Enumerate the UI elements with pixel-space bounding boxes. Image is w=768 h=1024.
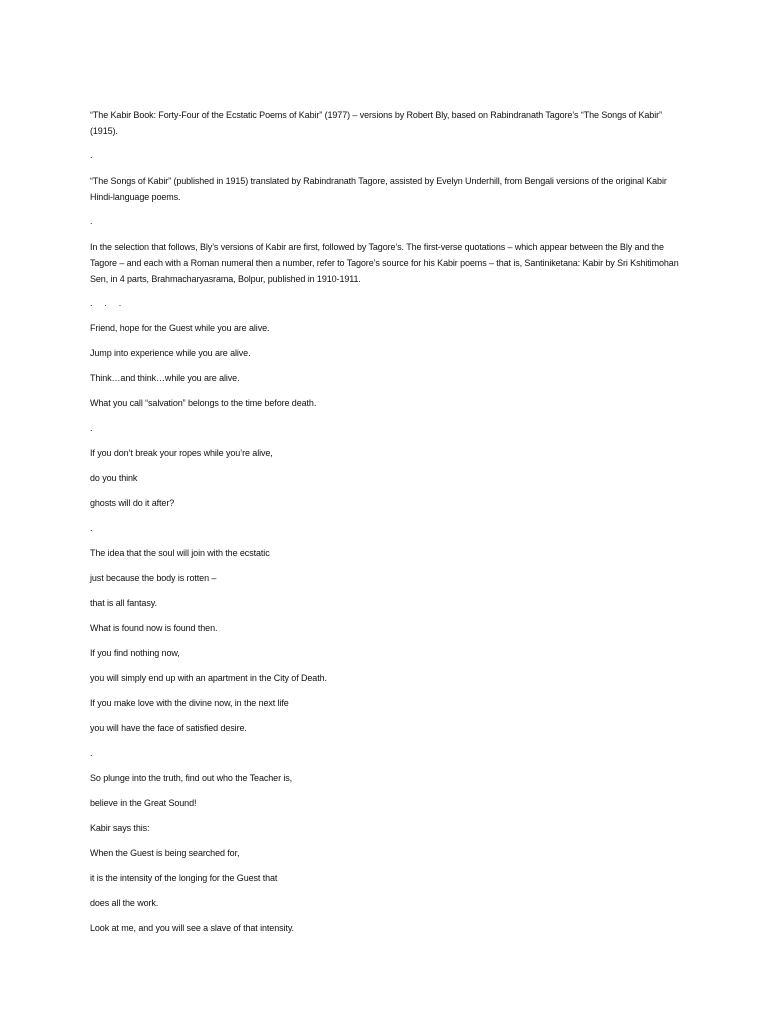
separator-dot: . <box>90 216 93 226</box>
poem-line: you will have the face of satisfied desire. <box>90 723 247 733</box>
poem-line: Look at me, and you will see a slave of that intensity. <box>90 923 294 933</box>
poem-line: What is found now is found then. <box>90 623 218 633</box>
intro-paragraph-3 <box>90 239 680 287</box>
poem-line: do you think <box>90 473 138 483</box>
poem-stanza-4 <box>90 771 680 946</box>
poem-line: Jump into experience while you are alive. <box>90 348 251 358</box>
poem-stanza-3 <box>90 546 680 746</box>
poem-line: So plunge into the truth, find out who the Teacher is, <box>90 773 293 783</box>
poem-line: that is all fantasy. <box>90 598 157 608</box>
poem-line: just because the body is rotten – <box>90 573 217 583</box>
poem-line: What you call “salvation” belongs to the time before death. <box>90 398 317 408</box>
intro-paragraph-2 <box>90 173 680 205</box>
poem-line: If you find nothing now, <box>90 648 180 658</box>
poem-line: Kabir says this: <box>90 823 150 833</box>
poem-line: you will simply end up with an apartment in the City of Death. <box>90 673 327 683</box>
intro-paragraph-1 <box>90 107 680 139</box>
poem-line: Friend, hope for the Guest while you are alive. <box>90 323 270 333</box>
poem-line: it is the intensity of the longing for the Guest that <box>90 873 278 883</box>
poem-line: ghosts will do it after? <box>90 498 175 508</box>
separator-dot: . <box>90 748 93 758</box>
intro-text: “The Kabir Book: Forty-Four of the Ecstatic Poems of Kabir” (1977) – versions by Robert Bly, based on Rabindranath Tagore’s “The Songs of Kabir” (1915). <box>90 110 662 136</box>
poem-line: If you make love with the divine now, in the next life <box>90 698 289 708</box>
poem-line: does all the work. <box>90 898 159 908</box>
intro-text: In the selection that follows, Bly’s versions of Kabir are first, followed by Tagore’s. The first-verse quotations – which appear between the Bly and the Tagore – and each with a Roman numeral then a number, refer to Tagore’s source for his Kabir poems – that is, Santiniketana: Kabir by Sri Kshitimohan Sen, in 4 parts, Brahmacharyasrama, Bolpur, published in 1910-1911. <box>90 242 679 284</box>
separator-dot: . <box>90 423 93 433</box>
separator-dot: . <box>90 150 93 160</box>
poem-line: If you don’t break your ropes while you’re alive, <box>90 448 273 458</box>
poem-stanza-1 <box>90 321 680 421</box>
poem-line: believe in the Great Sound! <box>90 798 197 808</box>
separator-dots: . . . <box>90 298 122 308</box>
poem-stanza-2 <box>90 446 680 521</box>
document-page <box>90 107 680 946</box>
separator-dot: . <box>90 523 93 533</box>
poem-line: Think…and think…while you are alive. <box>90 373 240 383</box>
poem-line: When the Guest is being searched for, <box>90 848 240 858</box>
intro-text: “The Songs of Kabir” (published in 1915) translated by Rabindranath Tagore, assisted by Evelyn Underhill, from Bengali versions of the original Kabir Hindi-language poems. <box>90 176 667 202</box>
poem-line: The idea that the soul will join with the ecstatic <box>90 548 270 558</box>
